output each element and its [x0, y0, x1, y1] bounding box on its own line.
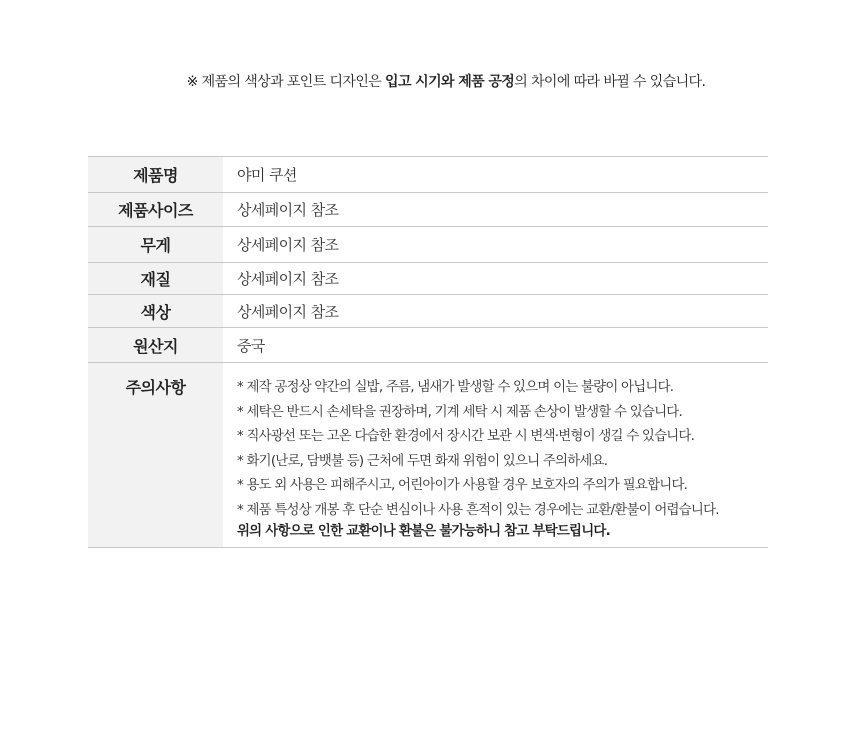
spec-value: 상세페이지 참조: [223, 263, 768, 295]
caution-item: * 제작 공정상 약간의 실밥, 주름, 냄새가 발생할 수 있으며 이는 불량이 아닙니다.: [237, 380, 674, 395]
notice-conjunction: 와: [441, 74, 459, 90]
spec-label: 제품명: [88, 157, 223, 193]
spec-label: 제품사이즈: [88, 193, 223, 227]
spec-value: 상세페이지 참조: [223, 295, 768, 328]
notice-suffix: 의 차이에 따라 바뀔 수 있습니다.: [514, 74, 706, 90]
caution-item: * 화기(난로, 담뱃불 등) 근처에 두면 화재 위험이 있으니 주의하세요.: [237, 453, 608, 469]
spec-label: 색상: [88, 295, 223, 328]
spec-value: 상세페이지 참조: [223, 193, 768, 227]
caution-item: * 제품 특성상 개봉 후 단순 변심이나 사용 흔적이 있는 경우에는 교환/환불이 어렵습니다.: [237, 502, 719, 518]
spec-value: 야미 쿠션: [223, 157, 768, 193]
caution-list: [223, 363, 768, 548]
caution-closing-note: 위의 사항으로 인한 교환이나 환불은 불가능하니 참고 부탁드립니다.: [237, 524, 610, 539]
spec-row-product-size: [88, 193, 768, 227]
caution-item: * 용도 외 사용은 피해주시고, 어린아이가 사용할 경우 보호자의 주의가 필요합니다.: [237, 478, 688, 493]
spec-label: 재질: [88, 263, 223, 295]
spec-label: 원산지: [88, 328, 223, 363]
spec-row-color: [88, 295, 768, 328]
spec-label: 무게: [88, 227, 223, 263]
caution-item: * 직사광선 또는 고온 다습한 환경에서 장시간 보관 시 변색·변형이 생길 수 있습니다.: [237, 429, 695, 444]
color-design-notice: [0, 71, 860, 91]
spec-row-material: [88, 263, 768, 295]
spec-label: 주의사항: [88, 363, 223, 548]
spec-value: 중국: [223, 328, 768, 363]
caution-item: * 세탁은 반드시 손세탁을 권장하며, 기계 세탁 시 제품 손상이 발생할 수 있습니다.: [237, 404, 682, 420]
spec-value: 상세페이지 참조: [223, 227, 768, 263]
spec-row-origin: [88, 328, 768, 363]
notice-prefix: ※ 제품의 색상과 포인트 디자인은: [186, 74, 386, 90]
spec-row-product-name: [88, 157, 768, 193]
notice-emphasis-manufacturing-process: 제품 공정: [458, 74, 515, 90]
spec-row-cautions: [88, 363, 768, 548]
notice-emphasis-receiving-time: 입고 시기: [385, 74, 442, 90]
spec-row-weight: [88, 227, 768, 263]
product-spec-table: [88, 156, 768, 548]
